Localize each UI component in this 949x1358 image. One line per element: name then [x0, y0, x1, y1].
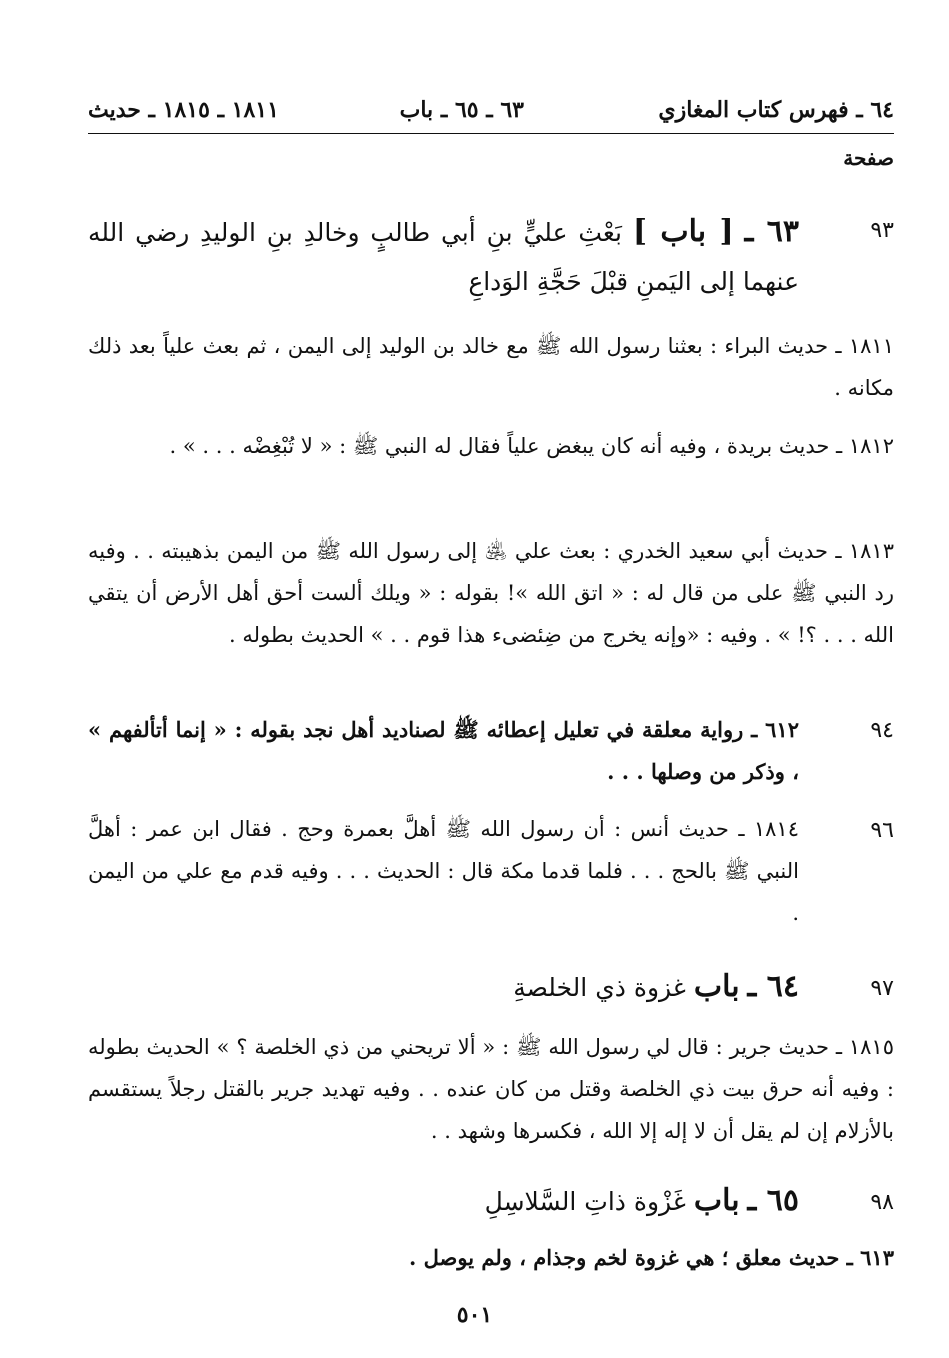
section-title: غَزْوة ذاتِ السَّلاسِلِ	[484, 1187, 686, 1216]
section-title: بَعْثِ عليٍّ بنِ أبي طالبٍ وخالدِ بنِ الوليدِ رضي الله عنهما إلى اليَمنِ قبْلَ حَجَّةِ الوَداعِ	[88, 218, 799, 296]
section-bab-label: باب	[693, 1183, 740, 1218]
entry-page-ref: ٩٦	[870, 818, 894, 843]
page-column-label: صفحة	[843, 146, 894, 170]
header-hadith-range: ١٨١١ ـ ١٨١٥ ـ حديث	[88, 97, 279, 123]
section-number: ٦٥ ـ	[747, 1183, 799, 1218]
page-number: ٥٠١	[456, 1302, 493, 1328]
section-bab-label: [ باب ]	[632, 214, 734, 249]
entry-page-ref: ٩٤	[870, 718, 894, 743]
section-page-ref: ٩٧	[870, 976, 894, 1001]
header-chapter-title: ٦٤ ـ فهرس كتاب المغازي	[658, 97, 894, 123]
section-title: غزوة ذي الخلصةِ	[513, 973, 686, 1002]
section-page-ref: ٩٨	[870, 1190, 894, 1215]
hadith-entry-1811: ١٨١١ ـ حديث البراء : بعثنا رسول الله ﷺ مع خالد بن الوليد إلى اليمن ، ثم بعث علياً بعد ذلك مكانه .	[88, 334, 894, 400]
hadith-entry-1815: ١٨١٥ ـ حديث جرير : قال لي رسول الله ﷺ : « ألا تريحني من ذي الخلصة ؟ » الحديث بطوله : وفيه أنه حرق بيت ذي الخلصة وقتل من كان عنده . . وفيه تهديد جرير بالقتل رجلاً يستقسم بالأزلام إن لم يقل أن لا إله إلا الله ، فكسرها وشهد . .	[88, 1035, 894, 1143]
section-heading	[88, 207, 799, 306]
section-bab-label: باب	[693, 969, 740, 1004]
header-bab-range: ٦٣ ـ ٦٥ ـ باب	[399, 97, 524, 123]
running-header	[88, 97, 894, 133]
hadith-entry-1812: ١٨١٢ ـ حديث بريدة ، وفيه أنه كان يبغض علياً فقال له النبي ﷺ : « لا تُبْغِضْه . . . » .	[169, 434, 894, 458]
section-number: ٦٣ ـ	[744, 214, 800, 249]
hadith-entry-1813: ١٨١٣ ـ حديث أبي سعيد الخدري : بعث علي ﵁ إلى رسول الله ﷺ من اليمن بذهيبته . . وفيه رد النبي ﷺ على من قال له : « اتق الله »! بقوله : « ويلك ألست أحق أهل الأرض أن يتقي الله . . . ؟! » . وفيه : «وإنه يخرج من ضِئضىء هذا قوم . . » الحديث بطوله .	[88, 539, 894, 647]
section-number: ٦٤ ـ	[747, 969, 799, 1004]
hadith-entry-613: ٦١٣ ـ حديث معلق ؛ هي غزوة لخم وجذام ، ولم يوصل .	[409, 1245, 894, 1270]
section-heading	[88, 962, 799, 1012]
hadith-entry-612: ٦١٢ ـ رواية معلقة في تعليل إعطائه ﷺ لصناديد أهل نجد بقوله : « إنما أتألفهم » ، وذكر من وصلها . . .	[88, 717, 799, 784]
header-rule	[88, 133, 894, 134]
section-heading	[88, 1176, 799, 1226]
section-page-ref: ٩٣	[870, 218, 894, 243]
hadith-entry-1814: ١٨١٤ ـ حديث أنس : أن رسول الله ﷺ أهلَّ بعمرة وحج . فقال ابن عمر : أهلَّ النبي ﷺ بالحج . . . فلما قدما مكة قال : الحديث . . . وفيه قدم مع علي من اليمن .	[88, 817, 799, 925]
